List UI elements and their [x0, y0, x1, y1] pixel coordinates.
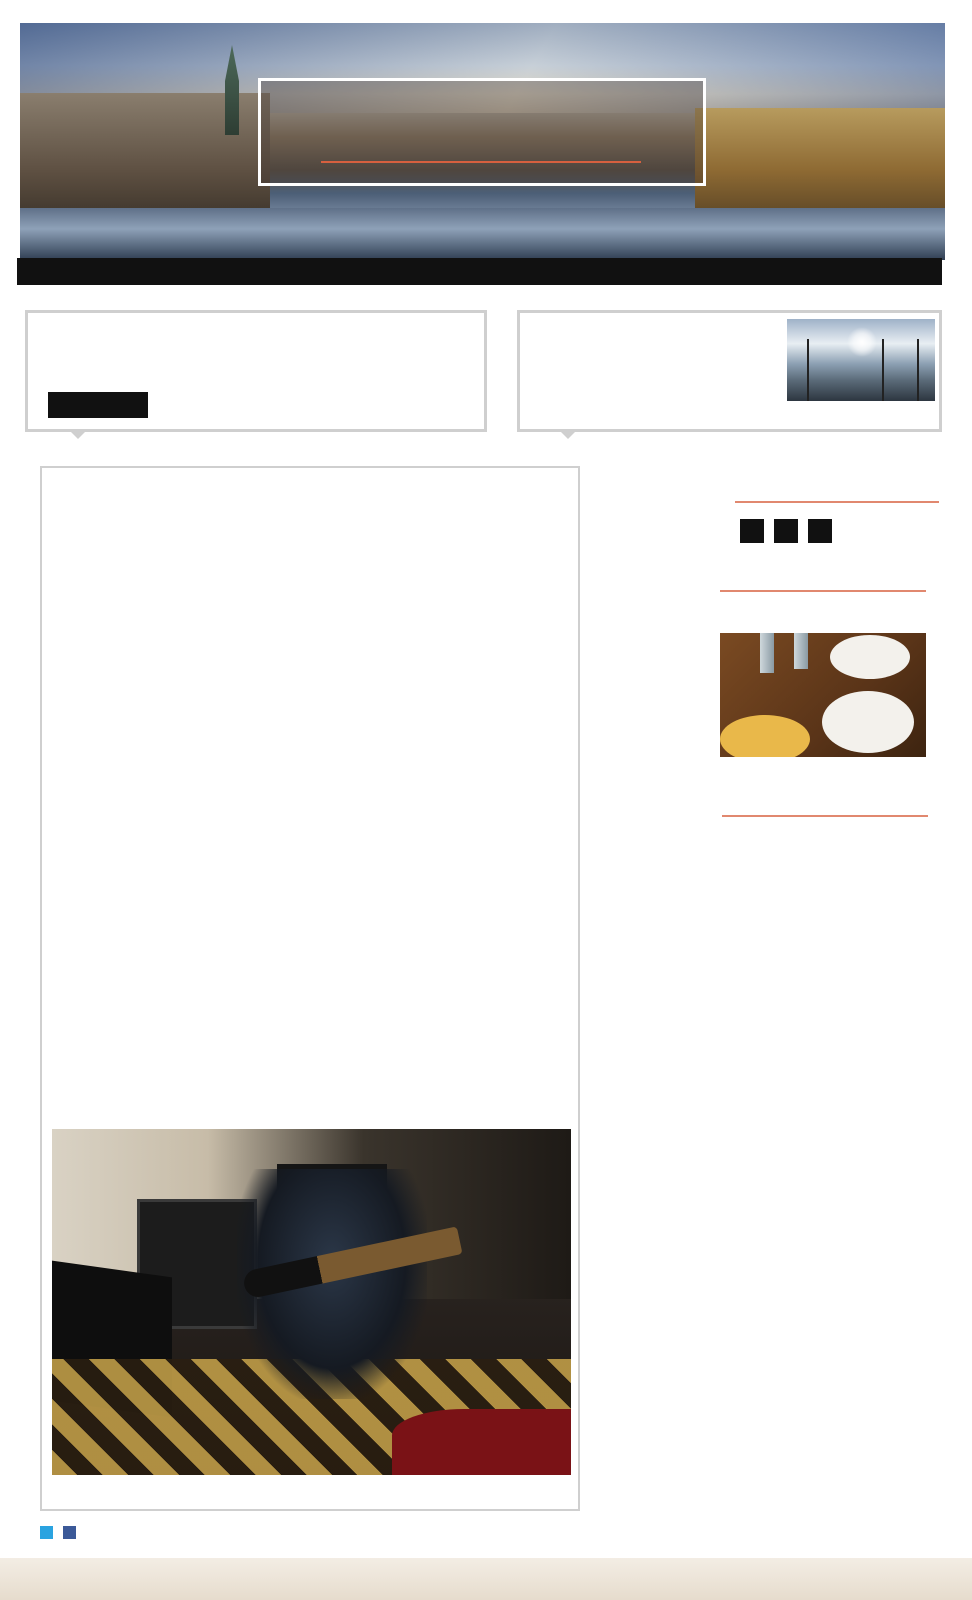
image-bowl: [720, 715, 810, 757]
photo-rug: [392, 1409, 571, 1475]
facebook-icon[interactable]: [740, 519, 764, 543]
contact-us-button[interactable]: [48, 392, 148, 418]
article-tags: [52, 1488, 58, 1499]
heading-underline: [722, 815, 928, 817]
heading-underline: [735, 501, 939, 503]
image-plate: [822, 691, 914, 753]
logo-accent-line: [321, 161, 641, 163]
article: [40, 466, 580, 1511]
image-bottle: [760, 633, 774, 673]
facebook-share-icon[interactable]: [63, 1526, 76, 1539]
hottest-image[interactable]: [787, 319, 935, 401]
article-photo: [52, 1129, 571, 1475]
instagram-icon[interactable]: [774, 519, 798, 543]
twitter-icon[interactable]: [808, 519, 832, 543]
image-sun: [847, 327, 877, 357]
header-banner: [20, 23, 945, 260]
review-image[interactable]: [720, 633, 926, 757]
twitter-share-icon[interactable]: [40, 1526, 53, 1539]
top-nav: [0, 0, 972, 22]
hottest-image-box: [517, 310, 942, 432]
article-body: [52, 524, 572, 542]
page-footer-strip: [0, 1558, 972, 1600]
heading-underline: [720, 590, 926, 592]
image-pole: [882, 339, 884, 401]
image-plate: [830, 635, 910, 679]
box-pointer: [70, 431, 86, 439]
image-bottle: [794, 633, 808, 669]
site-logo[interactable]: [258, 78, 706, 186]
image-pole: [807, 339, 809, 401]
image-pole: [917, 339, 919, 401]
banner-river: [20, 208, 945, 260]
main-nav: [17, 258, 942, 285]
box-pointer: [560, 431, 576, 439]
contact-box: [25, 310, 487, 432]
